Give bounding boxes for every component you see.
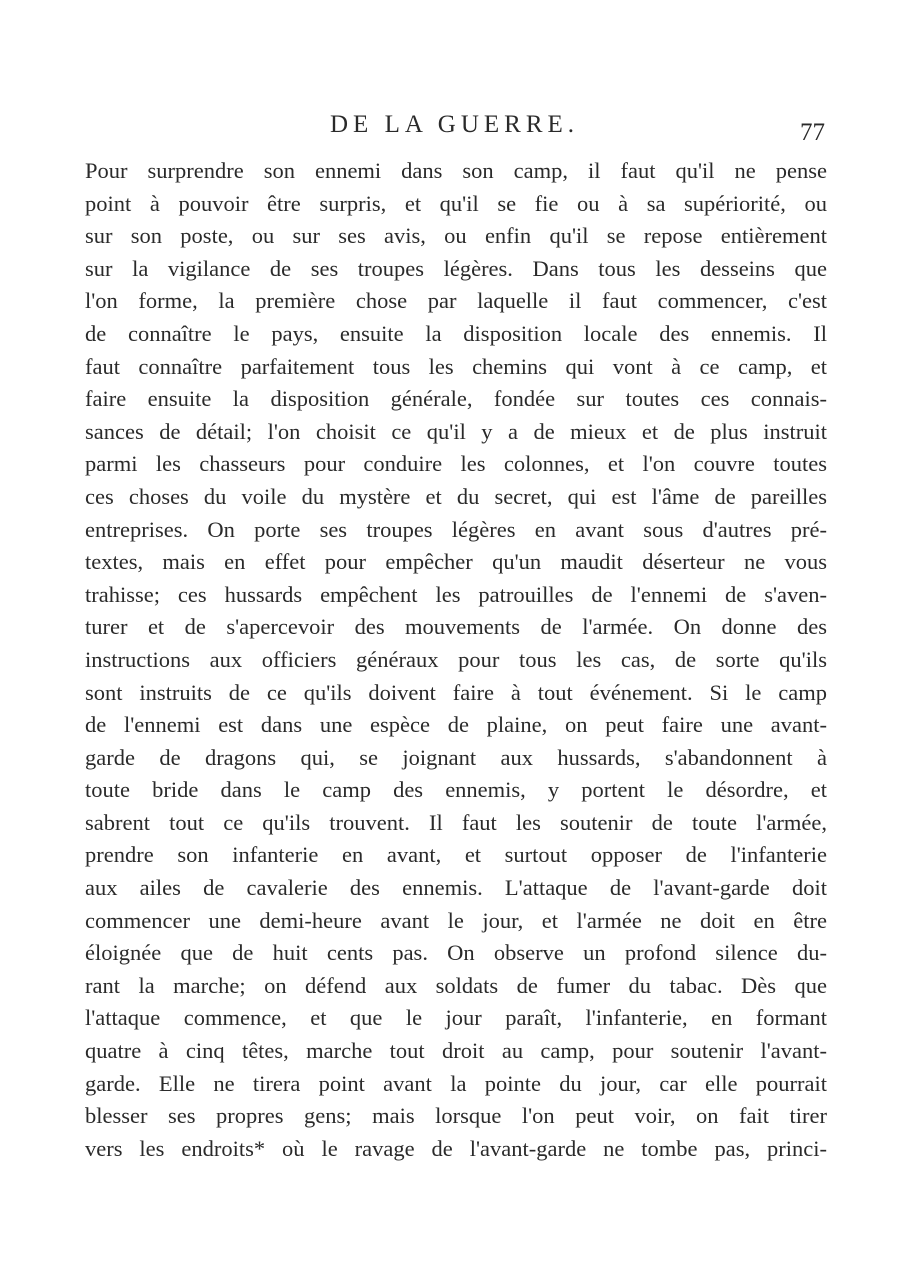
text-line: prendre son infanterie en avant, et surtout opposer de l'infanterie xyxy=(85,842,827,868)
text-line: faut connaître parfaitement tous les chemins qui vont à ce camp, et xyxy=(85,353,827,379)
text-line: de l'ennemi est dans une espèce de plaine, on peut faire une avant- xyxy=(85,712,827,738)
text-line: trahisse; ces hussards empêchent les patrouilles de l'ennemi de s'aven- xyxy=(85,581,827,607)
text-line: instructions aux officiers généraux pour tous les cas, de sorte qu'ils xyxy=(85,646,827,672)
text-line: aux ailes de cavalerie des ennemis. L'attaque de l'avant-garde doit xyxy=(85,875,827,901)
text-line: sabrent tout ce qu'ils trouvent. Il faut les soutenir de toute l'armée, xyxy=(85,809,827,835)
text-line: commencer une demi-heure avant le jour, et l'armée ne doit en être xyxy=(85,907,827,933)
text-line: point à pouvoir être surpris, et qu'il se fie ou à sa supériorité, ou xyxy=(85,190,827,216)
text-line: textes, mais en effet pour empêcher qu'un maudit déserteur ne vous xyxy=(85,549,827,575)
text-line: sur la vigilance de ses troupes légères. Dans tous les desseins que xyxy=(85,255,827,281)
running-head xyxy=(0,108,900,146)
text-line: de connaître le pays, ensuite la disposition locale des ennemis. Il xyxy=(85,320,827,346)
text-line: l'attaque commence, et que le jour paraît, l'infanterie, en formant xyxy=(85,1005,827,1031)
text-line: faire ensuite la disposition générale, fondée sur toutes ces connais- xyxy=(85,386,827,412)
text-line: garde. Elle ne tirera point avant la pointe du jour, car elle pourrait xyxy=(85,1070,827,1096)
text-line: garde de dragons qui, se joignant aux hussards, s'abandonnent à xyxy=(85,744,827,770)
text-line: l'on forme, la première chose par laquelle il faut commencer, c'est xyxy=(85,288,827,314)
text-line: vers les endroits* où le ravage de l'avant-garde ne tombe pas, princi- xyxy=(85,1135,827,1161)
text-line: ces choses du voile du mystère et du secret, qui est l'âme de pareilles xyxy=(85,483,827,509)
text-line: rant la marche; on défend aux soldats de fumer du tabac. Dès que xyxy=(85,972,827,998)
page-number: 77 xyxy=(800,119,825,146)
text-line: turer et de s'apercevoir des mouvements de l'armée. On donne des xyxy=(85,614,827,640)
body-text xyxy=(85,155,827,1165)
text-line: sances de détail; l'on choisit ce qu'il y a de mieux et de plus instruit xyxy=(85,418,827,444)
text-line: sont instruits de ce qu'ils doivent faire à tout événement. Si le camp xyxy=(85,679,827,705)
text-line: sur son poste, ou sur ses avis, ou enfin qu'il se repose entièrement xyxy=(85,223,827,249)
text-line: blesser ses propres gens; mais lorsque l'on peut voir, on fait tirer xyxy=(85,1103,827,1129)
text-line: parmi les chasseurs pour conduire les colonnes, et l'on couvre toutes xyxy=(85,451,827,477)
text-line: Pour surprendre son ennemi dans son camp, il faut qu'il ne pense xyxy=(85,158,827,183)
text-line: toute bride dans le camp des ennemis, y portent le désordre, et xyxy=(85,777,827,803)
text-line: quatre à cinq têtes, marche tout droit au camp, pour soutenir l'avant- xyxy=(85,1038,827,1064)
text-line: entreprises. On porte ses troupes légères en avant sous d'autres pré- xyxy=(85,516,827,542)
text-line: éloignée que de huit cents pas. On observe un profond silence du- xyxy=(85,940,827,966)
running-title: DE LA GUERRE. xyxy=(330,111,580,138)
